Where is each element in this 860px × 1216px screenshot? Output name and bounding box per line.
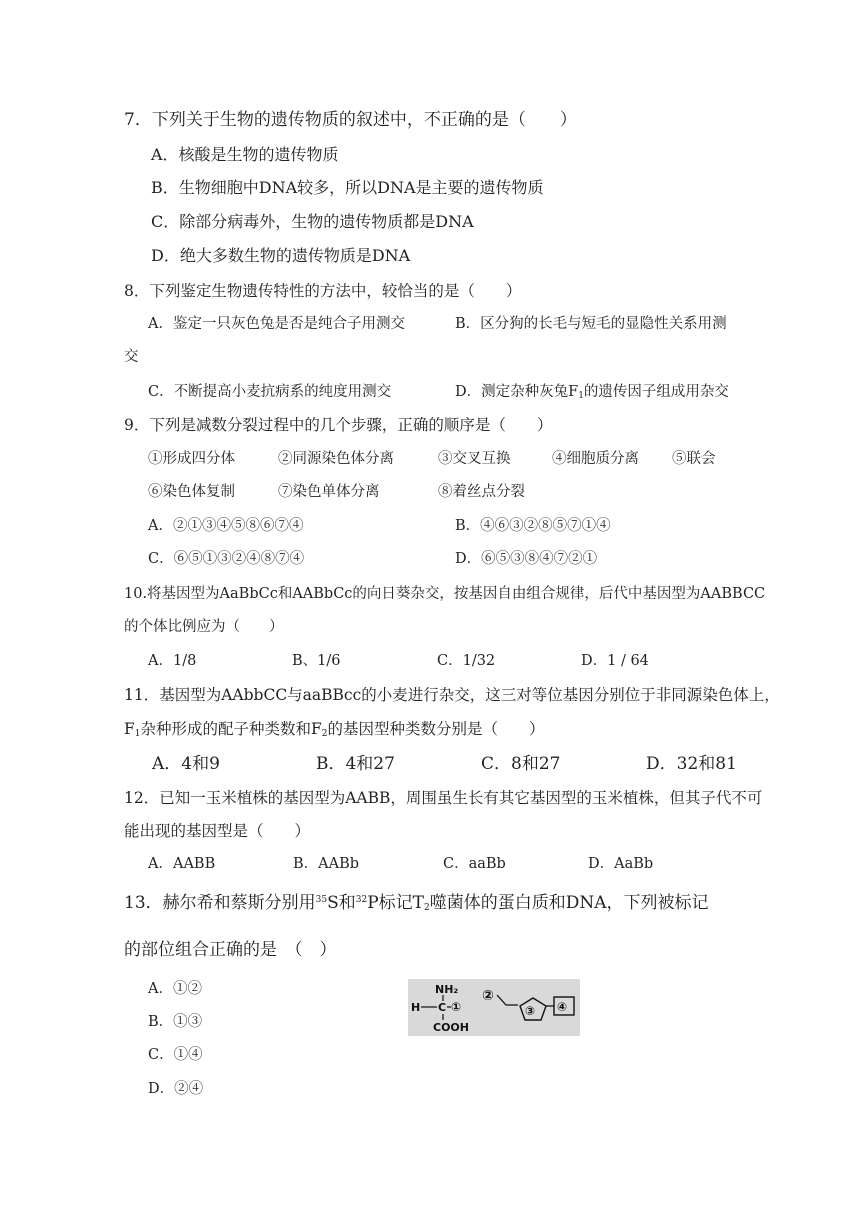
h-label: H bbox=[411, 1001, 421, 1014]
q9-option-d: D．⑥⑤③⑧④⑦②① bbox=[455, 551, 598, 567]
q13-option-c: C．①④ bbox=[148, 1047, 203, 1063]
q11-option-d: D．32和81 bbox=[646, 754, 737, 774]
q9-step: ⑤联会 bbox=[672, 451, 716, 467]
q12-stem-line1: 12．已知一玉米植株的基因型为AABB，周围虽生长有其它基因型的玉米植株，但其子代不可 bbox=[124, 789, 763, 807]
q9-step: ②同源染色体分离 bbox=[278, 451, 394, 467]
q10-option-c: C．1/32 bbox=[437, 653, 496, 669]
q9-step: ①形成四分体 bbox=[148, 451, 235, 467]
q7-option-d: D．绝大多数生物的遗传物质是DNA bbox=[151, 246, 411, 265]
q9-step: ⑧着丝点分裂 bbox=[438, 484, 525, 500]
q8-option-b-continued: 交 bbox=[124, 349, 139, 365]
q9-step: ⑦染色单体分离 bbox=[278, 484, 380, 500]
marker-3: ③ bbox=[525, 1004, 536, 1018]
q12-option-d: D．AaBb bbox=[588, 856, 654, 872]
nh2-label: NH₂ bbox=[435, 983, 459, 996]
q10-stem-line1: 10.将基因型为AaBbCc和AABbCc的向日葵杂交，按基因自由组合规律，后代中基因型为AABBCC bbox=[124, 586, 766, 602]
cooh-label: COOH bbox=[433, 1021, 469, 1034]
marker-2: ② bbox=[482, 988, 494, 1004]
q11-option-b: B．4和27 bbox=[316, 754, 395, 774]
q8-option-a: A．鉴定一只灰色兔是否是纯合子用测交 bbox=[148, 316, 405, 332]
q13-stem-line2: 的部位组合正确的是 （ ） bbox=[124, 940, 337, 960]
q12-option-c: C．aaBb bbox=[443, 856, 506, 872]
q8-stem: 8．下列鉴定生物遗传特性的方法中，较恰当的是（ ） bbox=[124, 282, 522, 300]
q13-option-d: D．②④ bbox=[148, 1081, 204, 1097]
q10-option-d: D．1 / 64 bbox=[581, 653, 649, 669]
q10-option-a: A．1/8 bbox=[148, 653, 197, 669]
q9-step: ⑥染色体复制 bbox=[148, 484, 235, 500]
q9-step: ④细胞质分离 bbox=[552, 451, 639, 467]
q12-option-b: B．AABb bbox=[293, 856, 360, 872]
q7-option-b: B．生物细胞中DNA较多，所以DNA是主要的遗传物质 bbox=[151, 178, 544, 197]
q11-option-c: C．8和27 bbox=[481, 754, 561, 774]
q8-option-b: B．区分狗的长毛与短毛的显隐性关系用测 bbox=[455, 316, 727, 332]
q9-option-c: C．⑥⑤①③②④⑧⑦④ bbox=[148, 551, 305, 567]
q9-stem: 9．下列是减数分裂过程中的几个步骤，正确的顺序是（ ） bbox=[124, 416, 553, 434]
q13-option-a: A．①② bbox=[148, 981, 202, 997]
q10-option-b: B、1/6 bbox=[292, 653, 341, 669]
q12-stem-line2: 能出现的基因型是（ ） bbox=[124, 822, 311, 840]
q7-option-a: A．核酸是生物的遗传物质 bbox=[151, 145, 339, 164]
q12-option-a: A．AABB bbox=[148, 856, 216, 872]
q13-figure bbox=[408, 979, 580, 1036]
amino-acid-nucleotide-diagram bbox=[408, 979, 580, 1036]
q11-stem-line1: 11．基因型为AAbbCC与aaBBcc的小麦进行杂交，这三对等位基因分别位于非同源染色体上， bbox=[124, 686, 780, 704]
q7-stem: 7．下列关于生物的遗传物质的叙述中，不正确的是（ ） bbox=[124, 110, 577, 130]
q13-option-b: B．①③ bbox=[148, 1014, 203, 1030]
q11-stem-line2: $F_1$杂种形成的配子种类数和$F_2$的基因型种类数分别是（ ） bbox=[124, 720, 545, 739]
q9-step: ③交叉互换 bbox=[438, 451, 511, 467]
q7-option-c: C．除部分病毒外，生物的遗传物质都是DNA bbox=[151, 212, 474, 231]
q13-stem-line1: 13．赫尔希和蔡斯分别用$^{35}$S和$^{32}$P标记$T_2$噬菌体的蛋白质和DNA，下列被标记 bbox=[124, 893, 709, 913]
q9-option-b: B．④⑥③②⑧⑤⑦①④ bbox=[455, 518, 611, 534]
marker-1: ① bbox=[451, 1000, 462, 1014]
q8-option-d: D．测定杂种灰兔$F_1$的遗传因子组成用杂交 bbox=[455, 384, 729, 401]
c-label: C bbox=[438, 1001, 447, 1014]
q8-option-c: C．不断提高小麦抗病系的纯度用测交 bbox=[148, 384, 392, 400]
q10-stem-line2: 的个体比例应为（ ） bbox=[124, 619, 284, 635]
q9-option-a: A．②①③④⑤⑧⑥⑦④ bbox=[148, 518, 304, 534]
q11-option-a: A．4和9 bbox=[152, 754, 220, 774]
marker-4: ④ bbox=[557, 1000, 568, 1014]
